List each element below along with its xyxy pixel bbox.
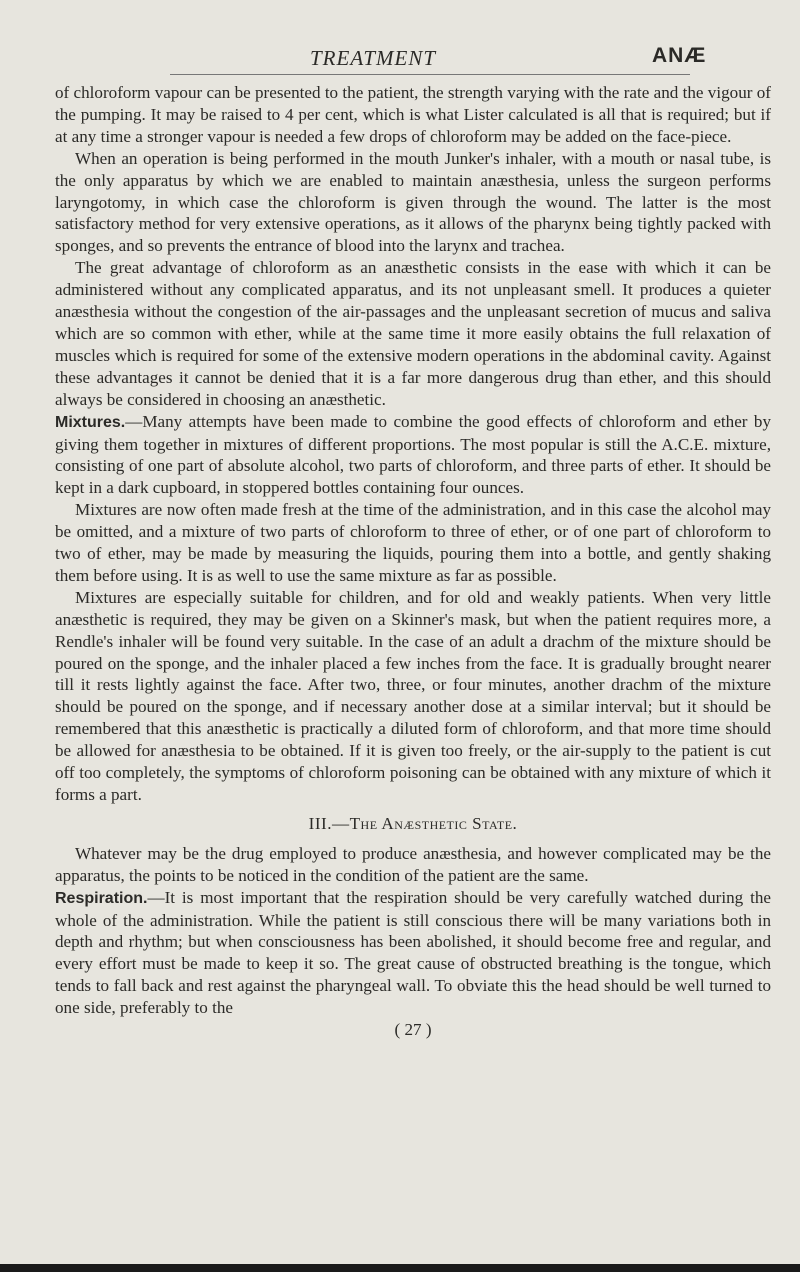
paragraph-1: of chloroform vapour can be presented to the patient, the strength varying with the rate and the vigour of the pumping. It may be raised to 4 per cent, which is what Lister calculated is all that is required; but if at any time a stronger vapour is needed a few drops of chloroform may be added on the face-piece. (55, 83, 771, 146)
body-text (55, 82, 771, 1041)
paragraph-6: Mixtures are especially suitable for children, and for old and weakly patients. When very little anæsthetic is required, they may be given on a Skinner's mask, but when the patient requires more, a Rendle's inhaler will be found very suitable. In the case of an adult a drachm of the mixture should be poured on the sponge, and the inhaler placed a few inches from the face. It is gradually brought nearer till it rests lightly against the face. After two, three, or four minutes, another drachm of the mixture should be poured on the sponge, and if necessary another dose at a similar interval; but it should be remembered that this anæsthetic is practically a diluted form of chloroform, and that more time should be allowed for anæsthesia to be obtained. If it is given too freely, or the air-supply to the patient is cut off too completely, the symptoms of chloroform poisoning can be obtained with any mixture of which it forms a part. (55, 587, 771, 804)
paragraph-5: Mixtures are now often made fresh at the time of the administration, and in this case the alcohol may be omitted, and a mixture of two parts of chloroform to three of ether, or of one part of chloroform to two of ether, may be made by measuring the liquids, pouring them into a bottle, and gently shaking them before using. It is as well to use the same mixture as far as possible. (55, 500, 771, 585)
paragraph-7: Whatever may be the drug employed to produce anæsthesia, and however complicated may be the apparatus, the points to be noticed in the condition of the patient are the same. (55, 843, 771, 885)
paragraph-4 (55, 411, 771, 500)
running-title: TREATMENT (310, 46, 437, 70)
paragraph-2: When an operation is being performed in the mouth Junker's inhaler, with a mouth or nasal tube, is the only apparatus by which we are enabled to maintain anæsthesia, unless the surgeon performs laryngotomy, in which case the chloroform is given through the wound. The latter is the most satisfactory method for very extensive operations, as it allows of the pharynx being tightly packed with sponges, and so prevents the entrance of blood into the larynx and trachea. (55, 148, 771, 256)
paragraph-8-text: —It is most important that the respiration should be very carefully watched during the whole of the administration. While the patient is still conscious there will be many variations both in depth and rhythm; but when consciousness has been abolished, it should become free and regular, and every effort must be made to keep it so. The great cause of obstructed breathing is the tongue, which tends to fall back and rest against the pharyngeal wall. To obviate this the head should be well turned to one side, preferably to the (55, 887, 771, 1018)
page-number: ( 27 ) (394, 1020, 432, 1040)
section-mark: ANÆ (652, 44, 707, 67)
running-header (0, 40, 800, 80)
runin-heading-respiration: Respiration. (55, 889, 148, 907)
paragraph-8 (55, 887, 771, 1019)
runin-heading-mixtures: Mixtures. (55, 413, 126, 431)
header-rule (170, 74, 690, 75)
paragraph-3: The great advantage of chloroform as an anæsthetic consists in the ease with which it can be administered without any complicated apparatus, and its not unpleasant smell. It produces a quieter anæsthesia without the congestion of the air-passages and the unpleasant secretion of mucus and saliva which are so common with ether, while at the same time it more easily obtains the full relaxation of muscles which is required for some of the extensive modern operations in the abdominal cavity. Against these advantages it cannot be denied that it is a far more dangerous drug than ether, and this should always be considered in choosing an anæsthetic. (55, 258, 771, 409)
paragraph-4-text: —Many attempts have been made to combine the good effects of chloroform and ether by giving them together in mixtures of different proportions. The most popular is still the A.C.E. mixture, consisting of one part of absolute alcohol, two parts of chloroform, and three parts of ether. It should be kept in a dark cupboard, in stoppered bottles containing four ounces. (55, 411, 771, 498)
section-heading: III.—The Anæsthetic State. (308, 813, 518, 833)
page-bottom-edge (0, 1264, 800, 1272)
